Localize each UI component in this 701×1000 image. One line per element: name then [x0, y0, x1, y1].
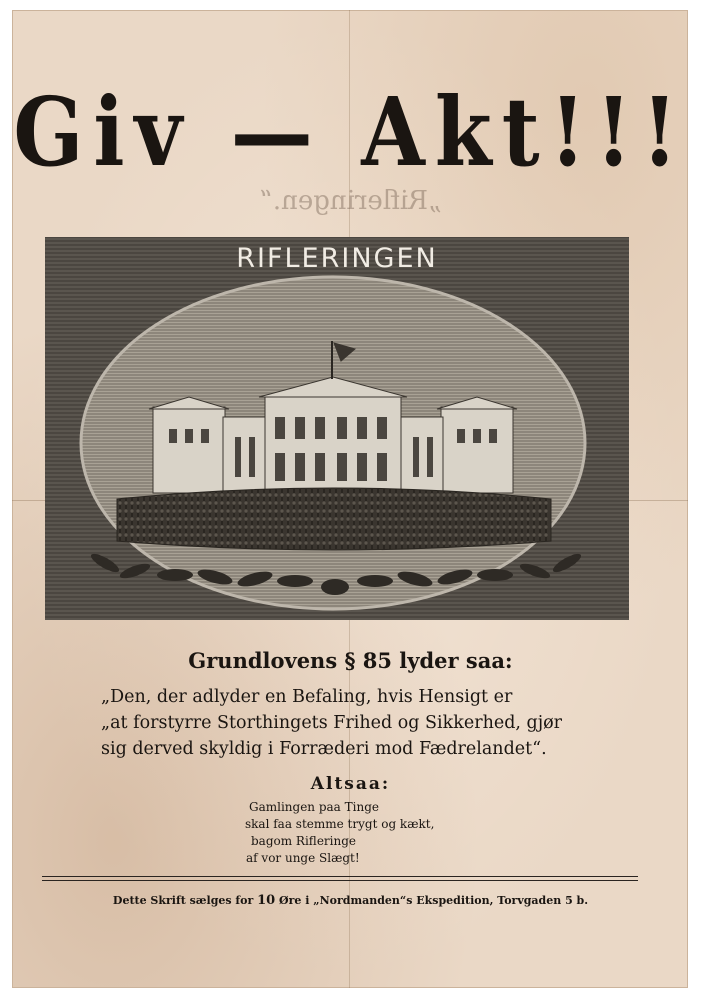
- engraving-illustration: [45, 237, 629, 620]
- headline: Giv — Akt!!!: [13, 77, 688, 189]
- constitution-heading: Grundlovens § 85 lyder saa:: [188, 648, 513, 673]
- riflemen-crowd: [117, 488, 551, 550]
- storting-building-engraving: [45, 237, 629, 620]
- constitution-quote: [101, 684, 641, 762]
- altsaa-heading: Altsaa:: [310, 774, 391, 794]
- poem-line: skal faa stemme trygt og kækt,: [245, 817, 435, 831]
- poem-line: bagom Rifleringe: [251, 834, 356, 848]
- footer-text-before: Dette Skrift sælges for: [112, 894, 258, 907]
- divider-rule: [42, 880, 638, 881]
- price-footer: [0, 893, 701, 908]
- footer-price: 10: [257, 893, 276, 908]
- quote-line: „Den, der adlyder en Befaling, hvis Hensigt er: [101, 687, 513, 707]
- quote-line: „at forstyrre Storthingets Frihed og Sikkerhed, gjør: [101, 713, 563, 733]
- engraving-title: RIFLERINGEN: [236, 243, 438, 274]
- quote-line: sig derved skyldig i Forræderi mod Fædrelandet“.: [101, 739, 547, 759]
- poem-verse: [245, 799, 505, 867]
- poem-line: af vor unge Slægt!: [246, 851, 360, 865]
- divider-rule: [42, 876, 638, 877]
- bleed-through-text: „Rifleringen.“: [259, 186, 442, 216]
- footer-text-after: Øre i „Nordmanden“s Ekspedition, Torvgaden 5 b.: [275, 894, 589, 907]
- poem-line: Gamlingen paa Tinge: [249, 800, 380, 814]
